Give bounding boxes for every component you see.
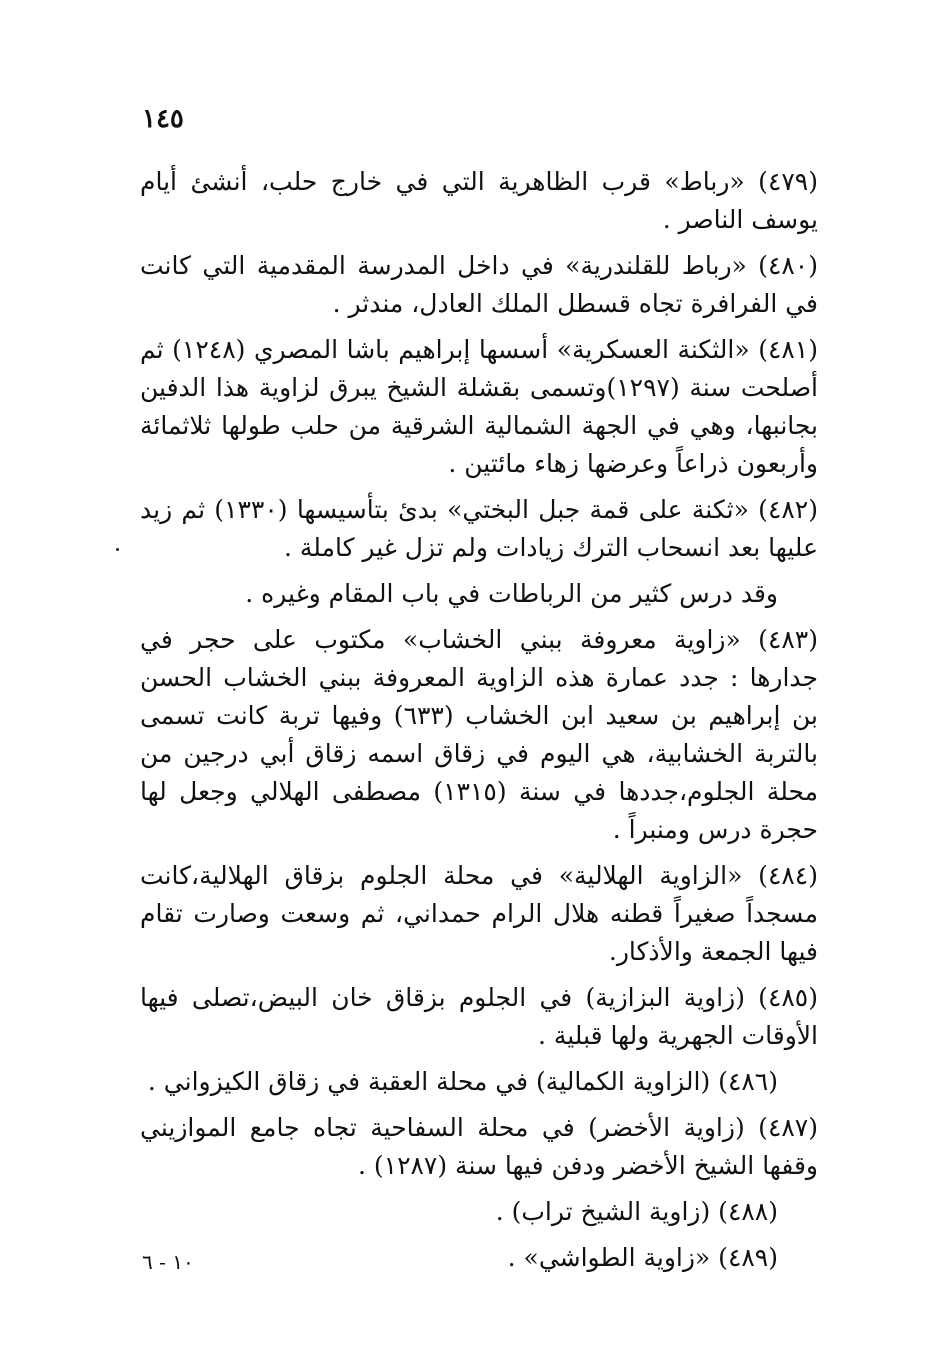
entry-486: (٤٨٦) (الزاوية الكمالية) في محلة العقبة في زقاق الكيزواني . <box>147 1067 778 1096</box>
note-paragraph: وقد درس كثير من الرباطات في باب المقام وغيره . <box>245 579 778 608</box>
page-number: ١٤٥ <box>142 104 184 134</box>
entry-480: (٤٨٠) «رباط للقلندرية» في داخل المدرسة المقدمية التي كانت في الفرافرة تجاه قسطل الملك العادل، مندثر . <box>140 251 818 318</box>
entry-488: (٤٨٨) (زاوية الشيخ تراب) . <box>495 1197 778 1226</box>
main-text <box>140 163 818 1285</box>
ink-speck <box>116 548 119 551</box>
entry-487: (٤٨٧) (زاوية الأخضر) في محلة السفاحية تجاه جامع الموازيني وقفها الشيخ الأخضر ودفن فيها سنة (١٢٨٧) . <box>140 1113 818 1180</box>
entry-489: (٤٨٩) «زاوية الطواشي» . <box>507 1243 778 1272</box>
entry-482: (٤٨٢) «ثكنة على قمة جبل البختي» بدئ بتأسيسها (١٣٣٠) ثم زيد عليها بعد انسحاب الترك زيادات ولم تزل غير كاملة . <box>140 495 818 562</box>
entry-481: (٤٨١) «الثكنة العسكرية» أسسها إبراهيم باشا المصري (١٢٤٨) ثم أصلحت سنة (١٢٩٧)وتسمى بقشلة الشيخ يبرق لزاوية هذا الدفين بجانبها، وهي في الجهة الشمالية الشرقية من حلب طولها ثلاثمائة وأربعون ذراعاً وعرضها زهاء مائتين . <box>140 335 819 478</box>
entry-484: (٤٨٤) «الزاوية الهلالية» في محلة الجلوم بزقاق الهلالية،كانت مسجداً صغيراً قطنه هلال الرام حمداني، ثم وسعت وصارت تقام فيها الجمعة والأذكار. <box>140 861 818 966</box>
entry-479: (٤٧٩) «رباط» قرب الظاهرية التي في خارج حلب، أنشئ أيام يوسف الناصر . <box>140 167 818 234</box>
entry-485: (٤٨٥) (زاوية البزازية) في الجلوم بزقاق خان البيض،تصلى فيها الأوقات الجهرية ولها قبلية . <box>140 983 818 1050</box>
printer-signature: ١٠ - ٦ <box>142 1250 194 1274</box>
entry-483: (٤٨٣) «زاوية معروفة ببني الخشاب» مكتوب على حجر في جدارها : جدد عمارة هذه الزاوية المعروفة ببني الخشاب الحسن بن إبراهيم بن سعيد ابن الخشاب (٦٣٣) وفيها تربة كانت تسمى بالتربة الخشابية، هي اليوم في زقاق اسمه زقاق أبي درجين من محلة الجلوم،جددها في سنة (١٣١٥) مصطفى الهلالي وجعل لها حجرة درس ومنبراً . <box>140 625 818 844</box>
